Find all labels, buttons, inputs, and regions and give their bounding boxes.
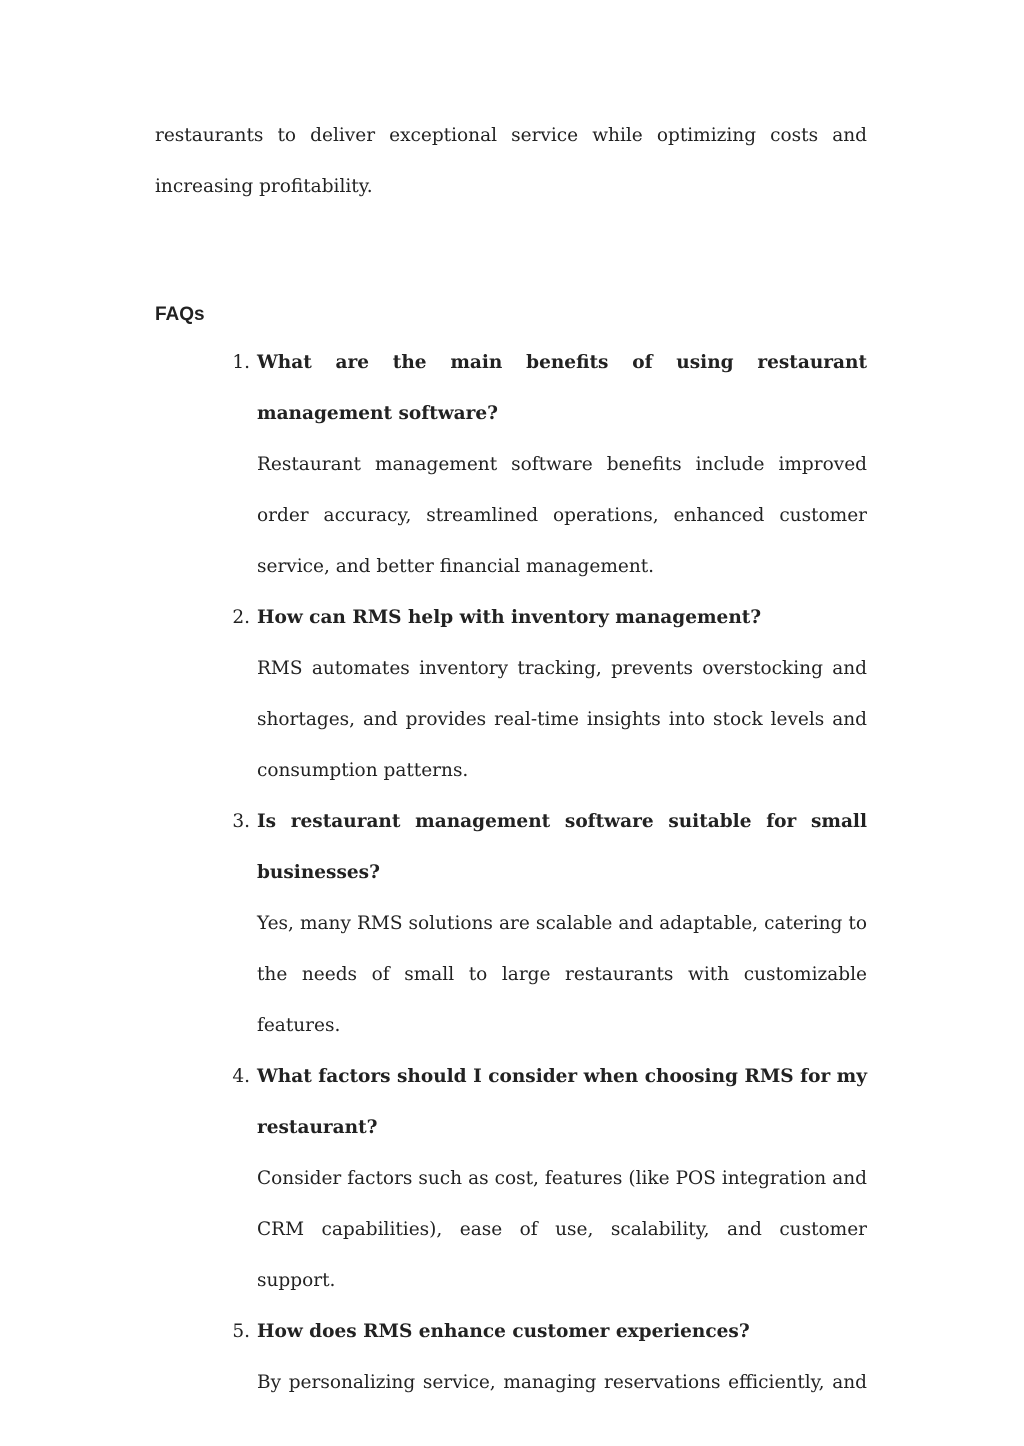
faq-number: 3. bbox=[232, 811, 250, 832]
faq-item-4 bbox=[0, 1051, 1024, 1306]
faq-answer: By personalizing service, managing reservations efficiently, and bbox=[257, 1372, 867, 1393]
faq-question: How can RMS help with inventory management? bbox=[257, 607, 762, 628]
intro-paragraph: restaurants to deliver exceptional service while optimizing costs and increasing profitability. bbox=[155, 125, 867, 197]
faq-item-2 bbox=[0, 592, 1024, 796]
faq-question: How does RMS enhance customer experiences? bbox=[257, 1321, 750, 1342]
faq-answer: Consider factors such as cost, features (like POS integration and CRM capabilities), ease of use, scalability, and customer support. bbox=[257, 1168, 867, 1291]
faq-question: Is restaurant management software suitable for small businesses? bbox=[257, 811, 867, 883]
faq-answer: RMS automates inventory tracking, prevents overstocking and shortages, and provides real-time insights into stock levels and consumption patterns. bbox=[257, 658, 867, 781]
faq-number: 2. bbox=[232, 607, 250, 628]
faq-question: What factors should I consider when choosing RMS for my restaurant? bbox=[257, 1066, 867, 1138]
faq-answer: Restaurant management software benefits include improved order accuracy, streamlined operations, enhanced customer service, and better financial management. bbox=[257, 454, 867, 577]
faq-item-5 bbox=[0, 1306, 1024, 1408]
faq-heading: FAQs bbox=[155, 304, 205, 325]
faq-answer: Yes, many RMS solutions are scalable and adaptable, catering to the needs of small to large restaurants with customizable features. bbox=[257, 913, 867, 1036]
faq-item-1 bbox=[0, 337, 1024, 592]
faq-item-3 bbox=[0, 796, 1024, 1051]
faq-list bbox=[0, 337, 1024, 1408]
faq-question: What are the main benefits of using restaurant management software? bbox=[257, 352, 867, 424]
faq-number: 1. bbox=[232, 352, 250, 373]
faq-number: 5. bbox=[232, 1321, 250, 1342]
faq-number: 4. bbox=[232, 1066, 250, 1087]
